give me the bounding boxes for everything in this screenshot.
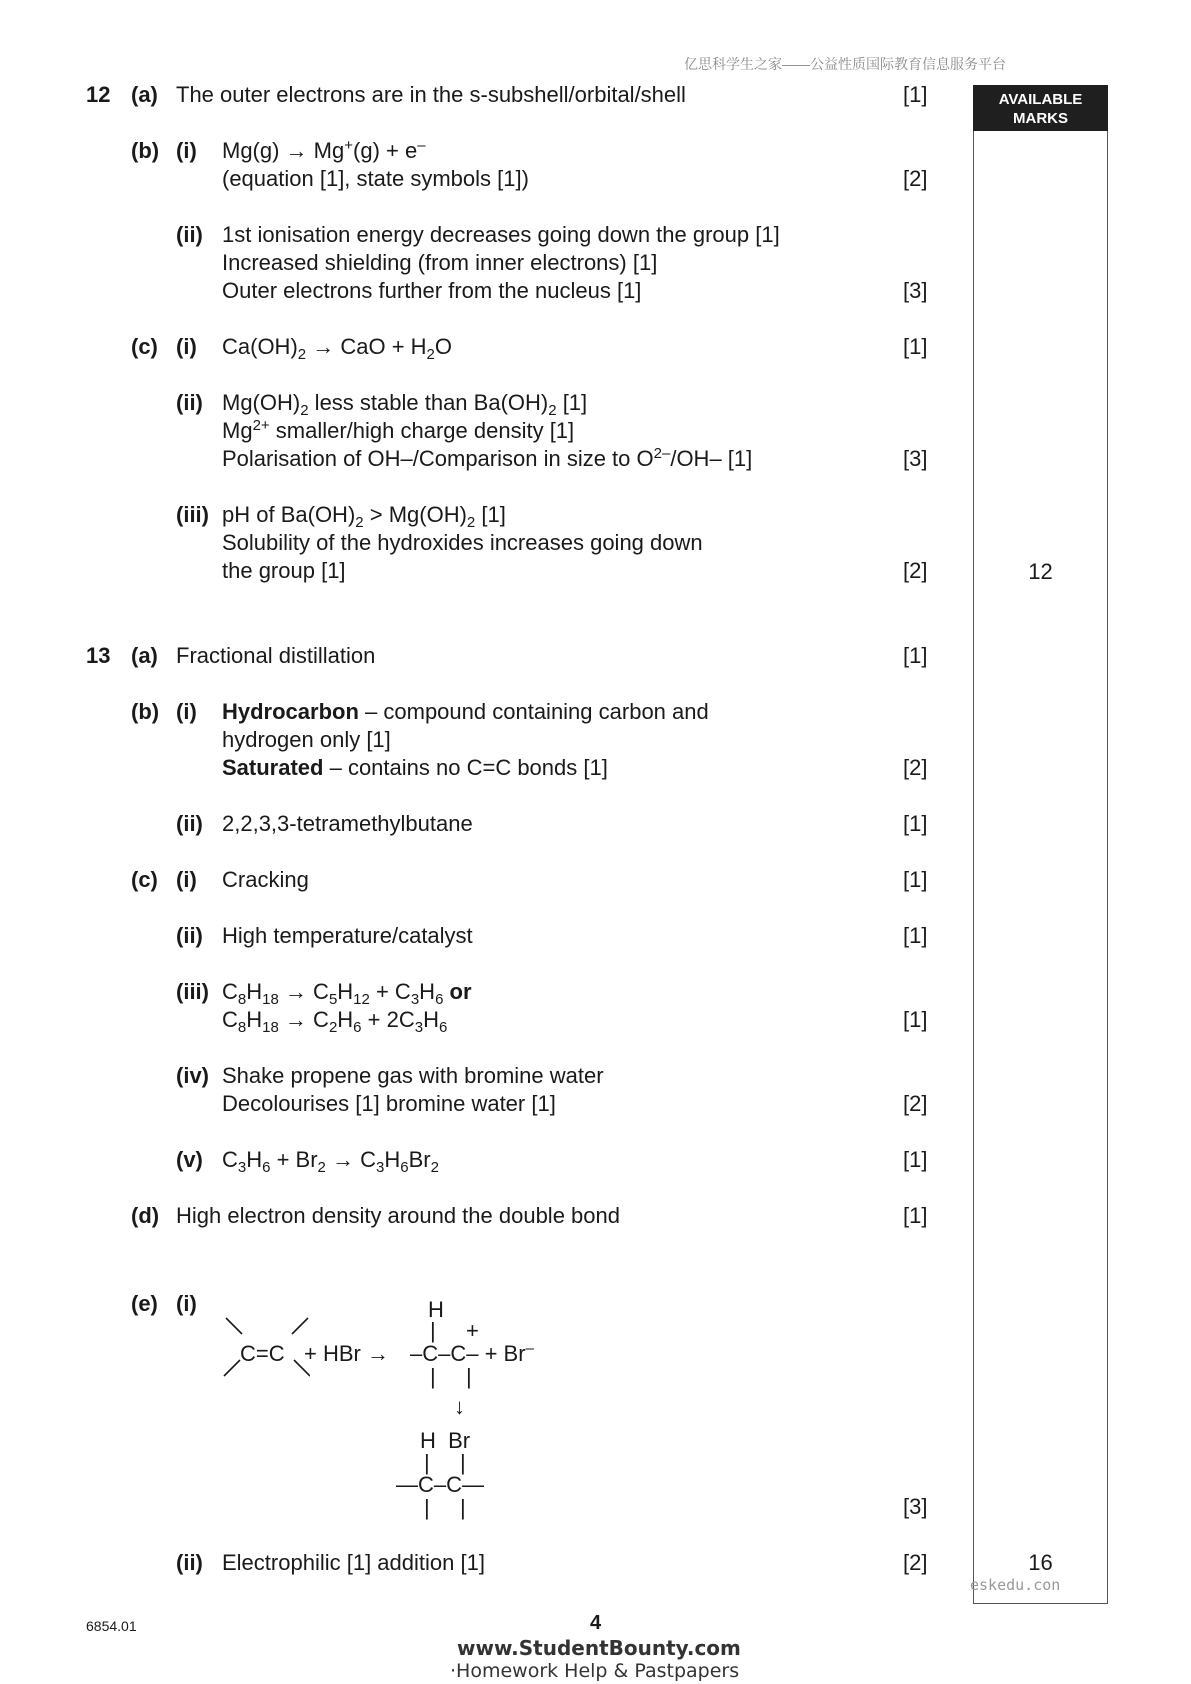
- q12ciii-label: (iii): [176, 502, 209, 527]
- reaction-reagent: + HBr →: [304, 1341, 389, 1366]
- marks-header-line2: MARKS: [1013, 110, 1068, 127]
- q12ci-mark: [1]: [903, 334, 928, 359]
- carbocation-charge: +: [466, 1318, 479, 1343]
- q13bi-line2: hydrogen only [1]: [222, 727, 391, 752]
- q13bii-mark: [1]: [903, 811, 928, 836]
- q13cv-mark: [1]: [903, 1147, 928, 1172]
- q13ciii-line1: $C_8H_{18} \to C_5H_{12} + C_3H_6$ or: [222, 979, 472, 1008]
- available-marks-header: [973, 85, 1108, 131]
- q12bii-line3: Outer electrons further from the nucleus [1]: [222, 278, 642, 303]
- q13cii-label: (ii): [176, 923, 203, 948]
- carbocation-bond-top-left: |: [430, 1318, 436, 1343]
- q12bii-line1: 1st ionisation energy decreases going down the group [1]: [222, 222, 780, 247]
- carbocation-bond-bottom-left: |: [430, 1364, 436, 1389]
- marks-header-line1: AVAILABLE: [998, 91, 1083, 108]
- q13ei-mark: [3]: [903, 1494, 928, 1519]
- q13ei-label: (i): [176, 1291, 197, 1316]
- watermark-tagline: ·Homework Help & Pastpapers: [450, 1660, 740, 1682]
- q12bii-mark: [3]: [903, 278, 928, 303]
- q12bi-mark: [2]: [903, 166, 928, 191]
- q12ci-label: (i): [176, 334, 197, 359]
- q13civ-label: (iv): [176, 1063, 209, 1088]
- q13bi-mark: [2]: [903, 755, 928, 780]
- q12ciii-line1: pH of $Ba(OH)_2 > Mg(OH)_2$ [1]: [222, 502, 506, 531]
- q12c-label: (c): [131, 334, 158, 359]
- q13civ-mark: [2]: [903, 1091, 928, 1116]
- q13civ-line1: Shake propene gas with bromine water: [222, 1063, 604, 1088]
- available-marks-column: [973, 85, 1108, 1604]
- down-arrow: ↓: [454, 1394, 465, 1419]
- watermark-url: www.StudentBounty.com: [457, 1636, 741, 1660]
- q13bi-label: (i): [176, 699, 197, 724]
- q13bi-line3: Saturated – contains no C=C bonds [1]: [222, 755, 608, 780]
- product-bond-top-right: |: [460, 1450, 466, 1475]
- q13civ-line2: Decolourises [1] bromine water [1]: [222, 1091, 556, 1116]
- q13d-answer: High electron density around the double bond: [176, 1203, 620, 1228]
- product-substituents: H Br: [420, 1428, 471, 1453]
- q12bii-label: (ii): [176, 222, 203, 247]
- q12cii-line1: $Mg(OH)_2$ less stable than $Ba(OH)_2$ [1]: [222, 390, 588, 419]
- q12cii-line2: $Mg^{2+}$ smaller/high charge density [1]: [222, 417, 575, 443]
- q13bii-label: (ii): [176, 811, 203, 836]
- page-number: 4: [590, 1612, 602, 1634]
- q13bii-answer: 2,2,3,3-tetramethylbutane: [222, 811, 473, 836]
- q12a-mark: [1]: [903, 82, 928, 107]
- q12bii-line2: Increased shielding (from inner electrons) [1]: [222, 250, 658, 275]
- q13d-mark: [1]: [903, 1203, 928, 1228]
- q13a-mark: [1]: [903, 643, 928, 668]
- q13d-label: (d): [131, 1203, 160, 1228]
- paper-code: 6854.01: [86, 1618, 137, 1634]
- carbocation-formula: –C–C– + Br–: [410, 1340, 534, 1366]
- q13eii-label: (ii): [176, 1550, 203, 1575]
- carbocation-h: H: [428, 1297, 444, 1322]
- q12bi-label: (i): [176, 138, 197, 163]
- product-bond-bottom-right: |: [460, 1495, 466, 1520]
- q13cii-answer: High temperature/catalyst: [222, 923, 473, 948]
- q13c-label: (c): [131, 867, 158, 892]
- q13ciii-label: (iii): [176, 979, 209, 1004]
- q13ci-label: (i): [176, 867, 197, 892]
- product-formula: —C–C—: [396, 1472, 485, 1497]
- q13cv-label: (v): [176, 1147, 203, 1172]
- header-note: 亿思科学生之家——公益性质国际教育信息服务平台: [684, 56, 1006, 72]
- q13ciii-line2: $C_8H_{18} \to C_2H_6 + 2C_3H_6$: [222, 1007, 448, 1036]
- q12-number: 12: [86, 82, 111, 107]
- carbocation-bond-bottom-right: |: [466, 1364, 472, 1389]
- q12ciii-line2: Solubility of the hydroxides increases going down: [222, 530, 703, 555]
- q12ciii-mark: [2]: [903, 558, 928, 583]
- q13cv-equation: $C_3H_6 + Br_2 \to C_3H_6Br_2$: [222, 1147, 439, 1176]
- q12ciii-line3: the group [1]: [222, 558, 346, 583]
- product-bond-top-left: |: [424, 1450, 430, 1475]
- q12cii-mark: [3]: [903, 446, 928, 471]
- q12-total: 12: [1028, 559, 1053, 584]
- q13-number: 13: [86, 643, 111, 668]
- product-bond-bottom-left: |: [424, 1495, 430, 1520]
- q12cii-line3: Polarisation of OH–/Comparison in size to $O^{2-}/OH-$ [1]: [222, 445, 753, 471]
- alkene-formula: C=C: [240, 1341, 285, 1366]
- q13ci-answer: Cracking: [222, 867, 309, 892]
- q12bi-equation: Mg(g) → Mg+(g) + e–: [222, 137, 426, 163]
- q12a-label: (a): [131, 82, 158, 107]
- q13eii-mark: [2]: [903, 1550, 928, 1575]
- q13a-answer: Fractional distillation: [176, 643, 376, 668]
- q13cii-mark: [1]: [903, 923, 928, 948]
- q12b-label: (b): [131, 138, 160, 163]
- q13eii-answer: Electrophilic [1] addition [1]: [222, 1550, 485, 1575]
- q12a-answer: The outer electrons are in the s-subshell/orbital/shell: [176, 82, 686, 107]
- q12ci-equation: $Ca(OH)_2$ → CaO + $H_2O$: [222, 334, 453, 363]
- q12bi-note: (equation [1], state symbols [1]): [222, 166, 529, 191]
- q13b-label: (b): [131, 699, 160, 724]
- q13bi-line1: Hydrocarbon – compound containing carbon and: [222, 699, 709, 724]
- q12cii-label: (ii): [176, 390, 203, 415]
- q13a-label: (a): [131, 643, 158, 668]
- q13-total: 16: [1028, 1550, 1053, 1575]
- q13ciii-mark: [1]: [903, 1007, 928, 1032]
- q13ci-mark: [1]: [903, 867, 928, 892]
- corner-watermark: eskedu.con: [970, 1576, 1061, 1594]
- q13e-label: (e): [131, 1291, 158, 1316]
